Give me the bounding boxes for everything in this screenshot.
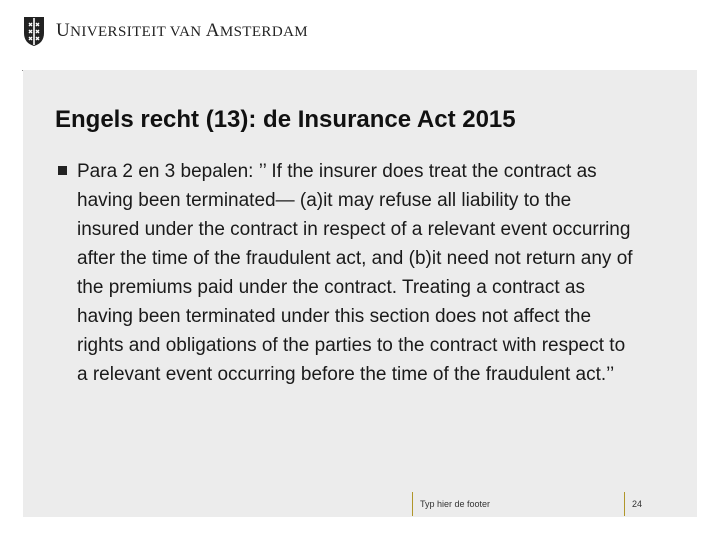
footer-text: Typ hier de footer — [420, 499, 491, 509]
bullet-item — [58, 157, 648, 389]
bullet-text: Para 2 en 3 bepalen: ’’ If the insurer does treat the contract as having been terminated— (a)it may refuse all liability to the insured under the contract in respect of a relevant event occurring after the time of the fraudulent act, and (b)it need not return any of the premiums paid under the contract. Treating a contract as having been terminated under this section does not affect the rights and obligations of the parties to the contract with respect to a relevant event occurring before the time of the fraudulent act.’’ — [77, 161, 633, 385]
footer-divider-left — [412, 492, 413, 516]
page-number: 24 — [632, 499, 643, 509]
square-bullet-icon — [58, 166, 67, 175]
uva-crest-icon — [22, 15, 46, 47]
university-name: UNIVERSITEIT VAN AMSTERDAM — [56, 20, 309, 41]
slide-title: Engels recht (13): de Insurance Act 2015 — [55, 106, 516, 133]
footer-divider-right — [624, 492, 625, 516]
university-logo — [22, 14, 308, 48]
